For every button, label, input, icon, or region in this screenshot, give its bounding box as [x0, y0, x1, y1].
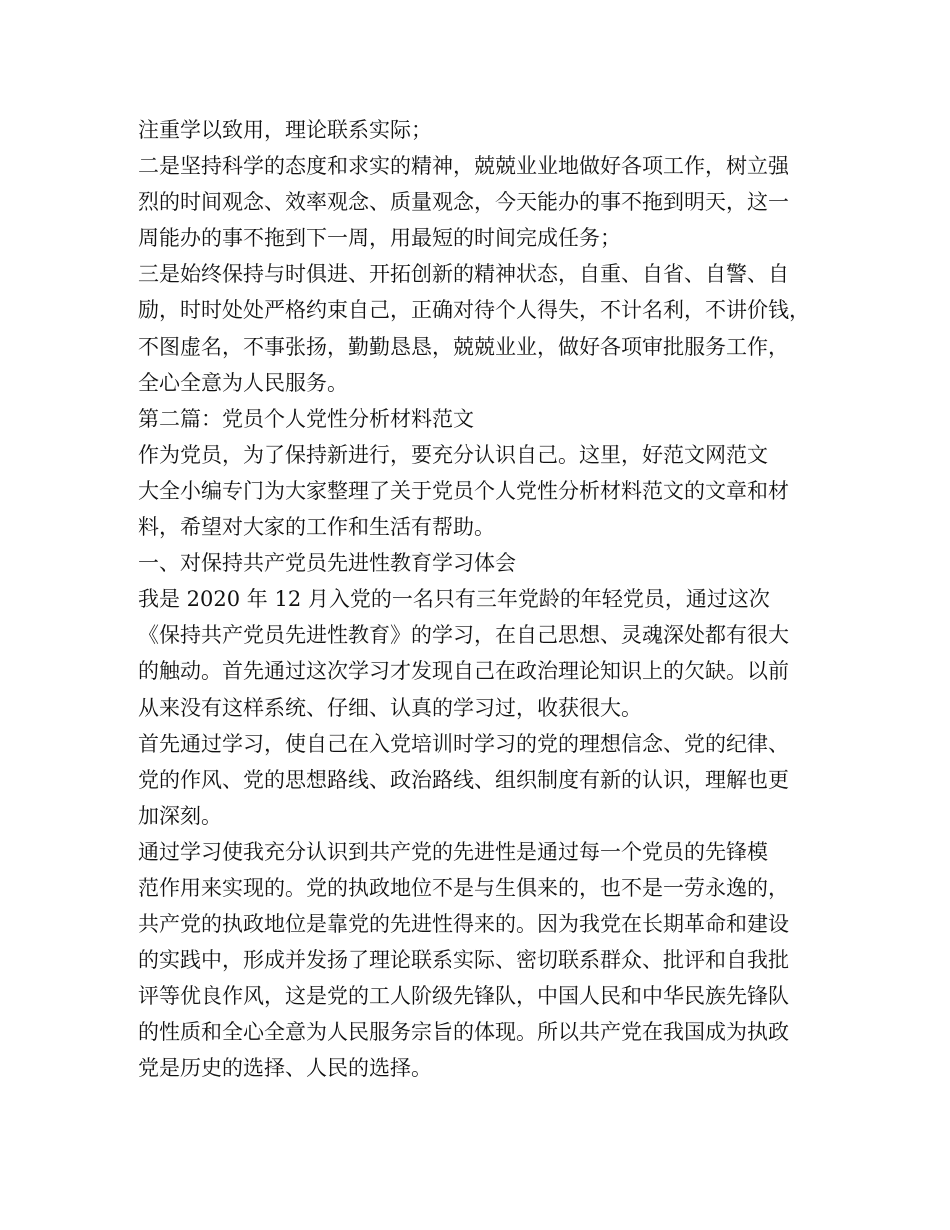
- text-line: 注重学以致用，理论联系实际；: [138, 118, 432, 142]
- text-line: 党的作风、党的思想路线、政治路线、组织制度有新的认识，理解也更: [138, 767, 789, 792]
- text-line: 的触动。首先通过这次学习才发现自己在政治理论知识上的欠缺。以前: [138, 659, 789, 684]
- text-line: 励，时时处处严格约束自己，正确对待个人得失，不计名利，不讲价钱，: [138, 298, 810, 323]
- text-line: 的性质和全心全意为人民服务宗旨的体现。所以共产党在我国成为执政: [138, 1020, 789, 1045]
- text-line: 从来没有这样系统、仔细、认真的学习过，收获很大。: [138, 695, 642, 720]
- text-line: 的实践中，形成并发扬了理论联系实际、密切联系群众、批评和自我批: [138, 948, 789, 973]
- text-line: 烈的时间观念、效率观念、质量观念，今天能办的事不拖到明天，这一: [138, 190, 789, 215]
- text-line: 党是历史的选择、人民的选择。: [138, 1056, 432, 1081]
- text-line: 首先通过学习，使自己在入党培训时学习的党的理想信念、党的纪律、: [138, 731, 789, 756]
- section-heading: 第二篇：党员个人党性分析材料范文: [138, 406, 474, 431]
- text-line: 二是坚持科学的态度和求实的精神，兢兢业业地做好各项工作，树立强: [138, 154, 789, 179]
- text-line: 共产党的执政地位是靠党的先进性得来的。因为我党在长期革命和建设: [138, 912, 789, 937]
- text-line: 加深刻。: [138, 803, 222, 828]
- text-line: 料，希望对大家的工作和生活有帮助。: [138, 515, 495, 540]
- text-line: 三是始终保持与时俱进、开拓创新的精神状态，自重、自省、自警、自: [138, 262, 789, 287]
- document-body: [138, 112, 828, 1087]
- text-line: 周能办的事不拖到下一周，用最短的时间完成任务；: [138, 226, 621, 251]
- text-line: 范作用来实现的。党的执政地位不是与生俱来的，也不是一劳永逸的，: [138, 875, 789, 900]
- text-line: 通过学习使我充分认识到共产党的先进性是通过每一个党员的先锋模: [138, 839, 768, 864]
- text-line: 不图虚名，不事张扬，勤勤恳恳，兢兢业业，做好各项审批服务工作，: [138, 334, 789, 359]
- subsection-heading: 一、对保持共产党员先进性教育学习体会: [138, 551, 516, 576]
- text-line: 全心全意为人民服务。: [138, 370, 348, 395]
- text-line: 作为党员，为了保持新进行，要充分认识自己。这里，好范文网范文: [138, 442, 768, 467]
- text-line: 我是 2020 年 12 月入党的一名只有三年党龄的年轻党员，通过这次: [138, 587, 770, 612]
- text-line: 《保持共产党员先进性教育》的学习，在自己思想、灵魂深处都有很大: [138, 623, 789, 648]
- text-line: 大全小编专门为大家整理了关于党员个人党性分析材料范文的文章和材: [138, 478, 789, 503]
- text-line: 评等优良作风，这是党的工人阶级先锋队，中国人民和中华民族先锋队: [138, 984, 789, 1009]
